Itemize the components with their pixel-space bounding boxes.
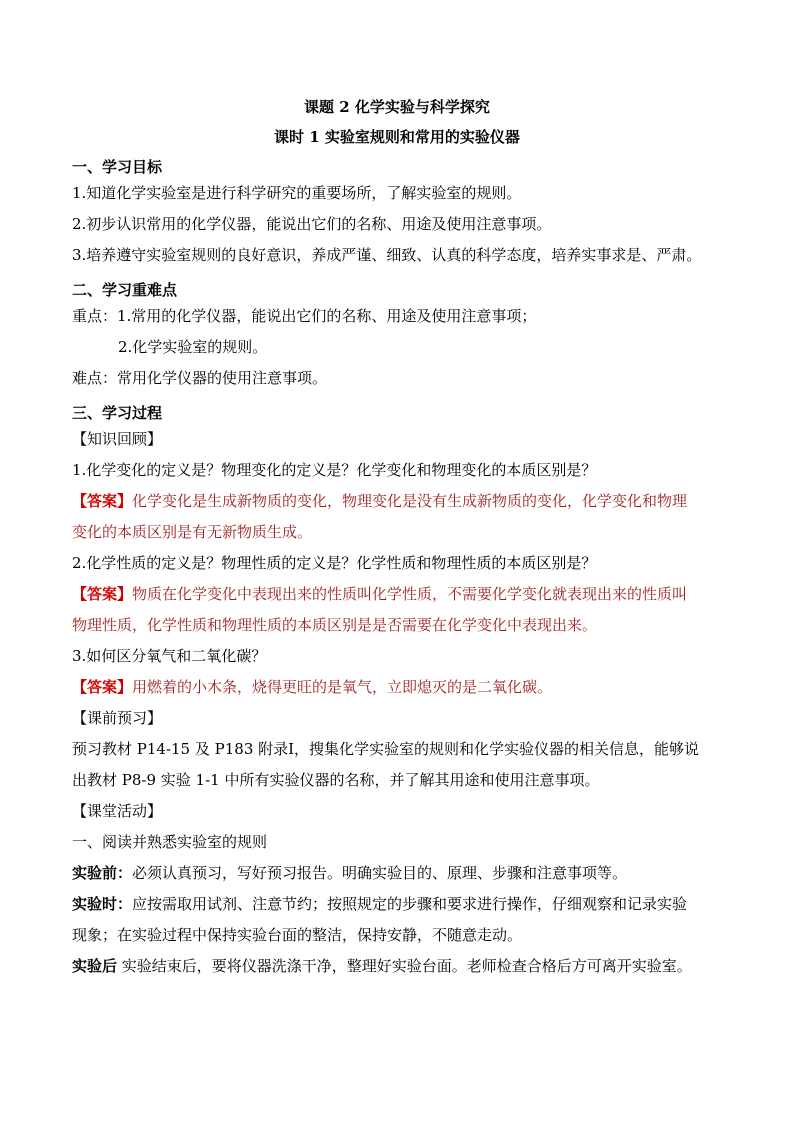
during-line1: 应按需取用试剂、注意节约；按照规定的步骤和要求进行操作，仔细观察和记录实验 xyxy=(132,895,688,913)
before-label: 实验前： xyxy=(72,864,133,882)
after-text: 实验结束后，要将仪器洗涤干净，整理好实验台面。老师检查合格后方可离开实验室。 xyxy=(117,957,692,975)
lesson-title: 课题 2 化学实验与科学探究 xyxy=(304,98,490,116)
answer-3 xyxy=(72,672,722,703)
during-label: 实验时： xyxy=(72,895,133,913)
goal-item-2: 2.初步认识常用的化学仪器，能说出它们的名称、用途及使用注意事项。 xyxy=(72,215,552,233)
before-experiment xyxy=(72,858,722,889)
after-experiment xyxy=(72,951,722,982)
lesson-subtitle: 课时 1 实验室规则和常用的实验仪器 xyxy=(274,128,520,146)
answer-tag: 【答案】 xyxy=(72,585,133,603)
goal-item-1: 1.知道化学实验室是进行科学研究的重要场所，了解实验室的规则。 xyxy=(72,184,522,202)
answer-3-text: 用燃着的小木条，烧得更旺的是氧气，立即熄灭的是二氧化碳。 xyxy=(132,678,553,696)
goal-item-3: 3.培养遵守实验室规则的良好意识，养成严谨、细致、认真的科学态度，培养实事求是、严肃。 xyxy=(72,246,702,264)
goals-heading: 一、学习目标 xyxy=(72,158,163,176)
answer-1-line1: 化学变化是生成新物质的变化，物理变化是没有生成新物质的变化，化学变化和物理 xyxy=(132,492,688,510)
answer-2 xyxy=(72,579,722,610)
review-heading: 【知识回顾】 xyxy=(72,430,163,448)
process-heading: 三、学习过程 xyxy=(72,404,163,422)
question-1: 1.化学变化的定义是？物理变化的定义是？化学变化和物理变化的本质区别是？ xyxy=(72,461,597,479)
answer-2-line2: 物理性质，化学性质和物理性质的本质区别是是否需要在化学变化中表现出来。 xyxy=(72,616,598,634)
key-point-2: 2.化学实验室的规则。 xyxy=(118,338,268,356)
document-page xyxy=(72,96,722,982)
class-heading: 【课堂活动】 xyxy=(72,802,163,820)
during-experiment xyxy=(72,889,722,920)
key-heading: 二、学习重难点 xyxy=(72,281,178,299)
answer-2-line1: 物质在化学变化中表现出来的性质叫化学性质，不需要化学变化就表现出来的性质叫 xyxy=(132,585,688,603)
preview-heading: 【课前预习】 xyxy=(72,709,163,727)
answer-1-line2: 变化的本质区别是有无新物质生成。 xyxy=(72,523,313,541)
during-line2: 现象；在实验过程中保持实验台面的整洁，保持安静，不随意走动。 xyxy=(72,926,523,944)
answer-1 xyxy=(72,486,722,517)
preview-line-2: 出教材 P8-9 实验 1-1 中所有实验仪器的名称，并了解其用途和使用注意事项。 xyxy=(72,771,600,789)
after-label: 实验后 xyxy=(72,957,118,975)
question-3: 3.如何区分氧气和二氧化碳？ xyxy=(72,647,267,665)
question-2: 2.化学性质的定义是？物理性质的定义是？化学性质和物理性质的本质区别是？ xyxy=(72,554,597,572)
before-text: 必须认真预习，写好预习报告。明确实验目的、原理、步骤和注意事项等。 xyxy=(132,864,628,882)
key-point-1: 重点：1.常用的化学仪器，能说出它们的名称、用途及使用注意事项； xyxy=(72,307,537,325)
answer-tag: 【答案】 xyxy=(72,492,133,510)
difficulty-point: 难点：常用化学仪器的使用注意事项。 xyxy=(72,369,328,387)
activity-1: 一、阅读并熟悉实验室的规则 xyxy=(72,833,268,851)
preview-line-1: 预习教材 P14-15 及 P183 附录Ⅰ，搜集化学实验室的规则和化学实验仪器的相关信息，能够说 xyxy=(72,740,700,758)
answer-tag: 【答案】 xyxy=(72,678,133,696)
